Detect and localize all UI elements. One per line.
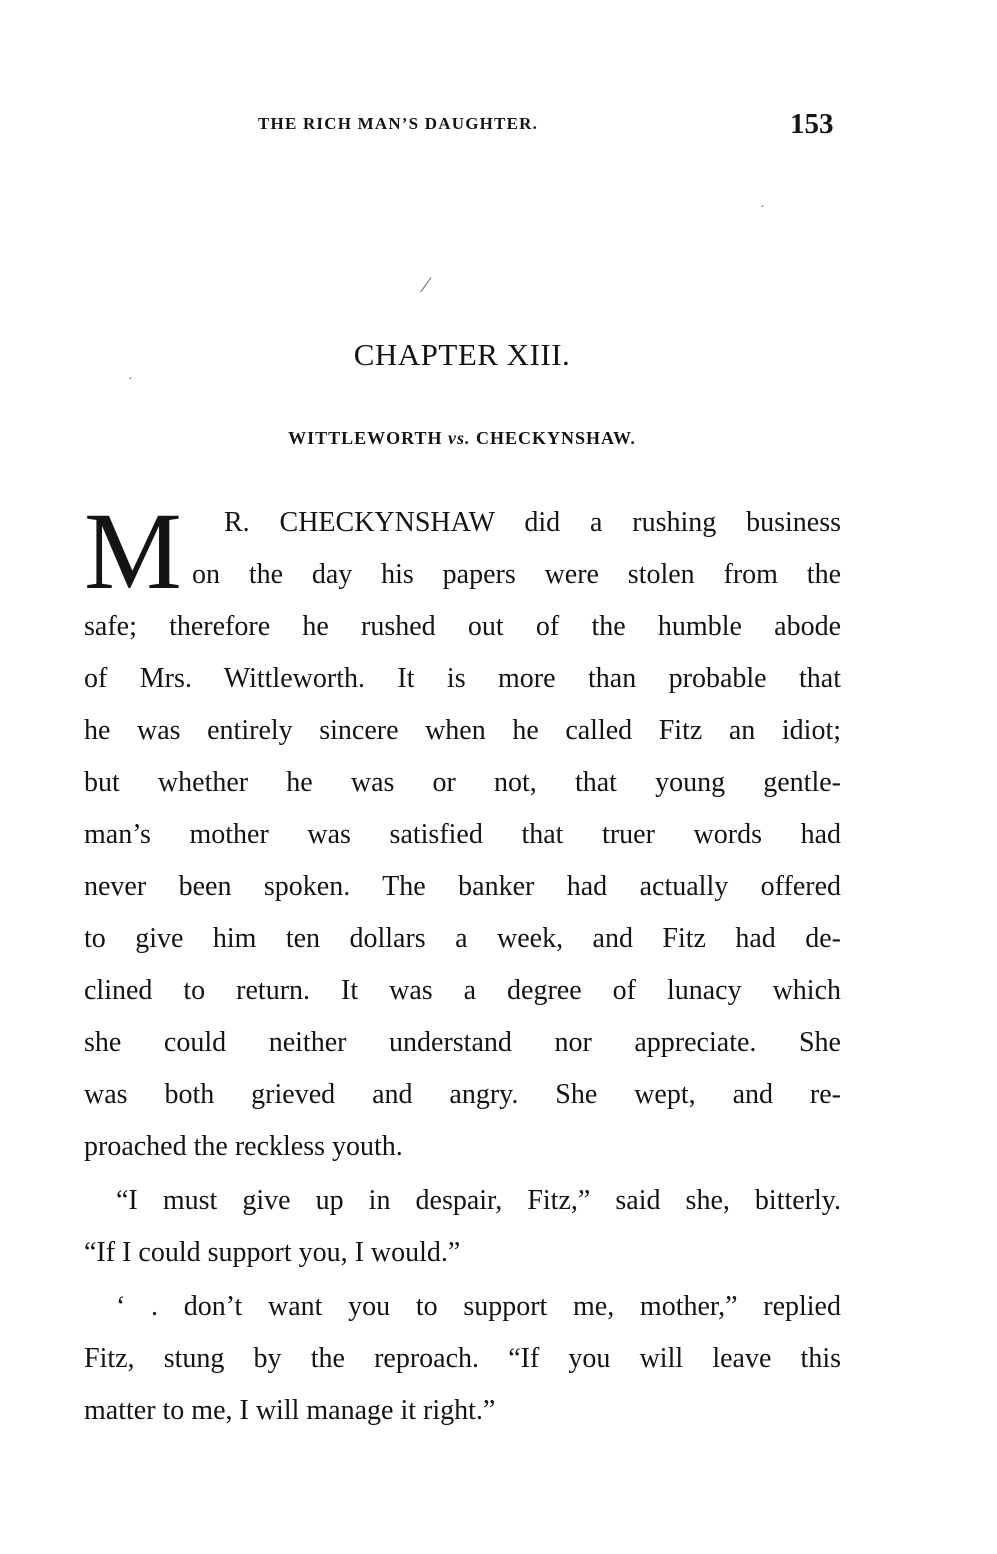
subtitle-vs: vs. — [448, 428, 471, 448]
text-line: matter to me, I will manage it right.” — [84, 1395, 496, 1426]
text-line: on the day his papers were stolen from the — [192, 559, 841, 590]
subtitle-right: CHECKYNSHAW. — [476, 428, 636, 448]
text-line: never been spoken. The banker had actually offered — [84, 871, 841, 902]
text-line: ‘ . don’t want you to support me, mother,” replied — [116, 1291, 841, 1322]
text-line: she could neither understand nor appreciate. She — [84, 1027, 841, 1058]
running-head: THE RICH MAN’S DAUGHTER. — [258, 114, 539, 133]
text-line: but whether he was or not, that young gentle- — [84, 767, 841, 798]
print-speck: · — [760, 200, 765, 215]
print-speck: · — [128, 372, 133, 387]
text-line: clined to return. It was a degree of lunacy which — [84, 975, 841, 1006]
text-line: Fitz, stung by the reproach. “If you will leave this — [84, 1343, 841, 1374]
drop-cap: M — [84, 490, 182, 612]
text-line: to give him ten dollars a week, and Fitz had de- — [84, 923, 841, 954]
page-number: 153 — [790, 108, 834, 140]
text-line: man’s mother was satisfied that truer words had — [84, 819, 841, 850]
text-line: R. CHECKYNSHAW did a rushing business — [224, 507, 841, 538]
print-speck: ⁄ — [424, 272, 428, 297]
text-line: proached the reckless youth. — [84, 1131, 403, 1162]
text-line: safe; therefore he rushed out of the humble abode — [84, 611, 841, 642]
text-line: of Mrs. Wittleworth. It is more than probable that — [84, 663, 841, 694]
text-line: he was entirely sincere when he called Fitz an idiot; — [84, 715, 841, 746]
text-line: was both grieved and angry. She wept, and re- — [84, 1079, 841, 1110]
chapter-title: CHAPTER XIII. — [353, 337, 571, 372]
text-line: “I must give up in despair, Fitz,” said she, bitterly. — [116, 1185, 841, 1216]
subtitle-left: WITTLEWORTH — [288, 428, 443, 448]
text-line: “If I could support you, I would.” — [84, 1237, 461, 1268]
chapter-subtitle — [0, 428, 924, 449]
